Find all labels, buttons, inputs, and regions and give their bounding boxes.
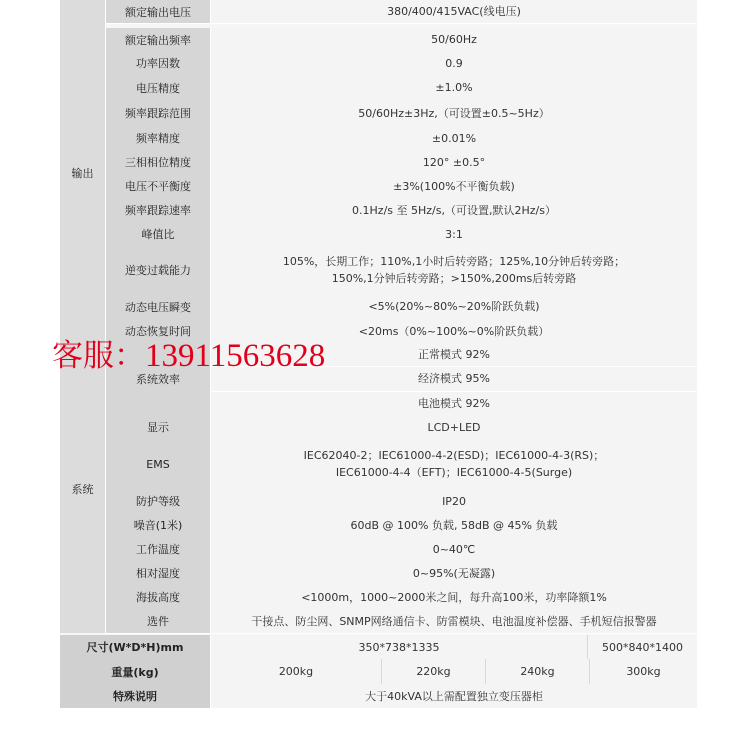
spec-label: 频率跟踪范围	[106, 100, 211, 126]
spec-value: 120° ±0.5°	[211, 150, 697, 174]
spec-label: 防护等级	[106, 489, 211, 513]
spec-label: 功率因数	[106, 51, 211, 75]
weight-row	[60, 659, 697, 685]
spec-value: 240kg	[486, 659, 590, 684]
spec-label: 额定输出频率	[106, 28, 211, 51]
spec-value: 220kg	[382, 659, 486, 684]
spec-label: 额定输出电压	[106, 0, 211, 23]
spec-value: 200kg	[211, 659, 382, 684]
spec-row	[106, 537, 697, 562]
spec-value: 大于40kVA以上需配置独立变压器柜	[211, 684, 697, 708]
customer-service-watermark	[52, 330, 325, 375]
category-output: 输出	[60, 0, 106, 345]
spec-row	[106, 126, 697, 151]
spec-value: 0.1Hz/s 至 5Hz/s,（可设置,默认2Hz/s）	[211, 198, 697, 222]
spec-label: 特殊说明	[60, 684, 211, 708]
size-row	[60, 635, 697, 660]
watermark-phone: 13911563628	[145, 338, 326, 374]
spec-label: 系统效率	[106, 343, 211, 415]
spec-row	[106, 100, 697, 127]
spec-label: 海拔高度	[106, 585, 211, 609]
spec-value: 0.9	[211, 51, 697, 75]
spec-value: LCD+LED	[211, 415, 697, 439]
spec-row	[106, 246, 697, 295]
spec-label: 频率精度	[106, 126, 211, 150]
spec-label: EMS	[106, 439, 211, 489]
spec-label: 显示	[106, 415, 211, 439]
spec-value: 500*840*1400	[588, 635, 697, 659]
spec-row	[106, 489, 697, 514]
spec-value-line: 105%，长期工作；110%,1小时后转旁路；125%,10分钟后转旁路；	[282, 255, 626, 268]
spec-value: 50/60Hz	[211, 28, 697, 51]
note-row	[60, 684, 697, 709]
spec-label: 电压精度	[106, 75, 211, 100]
spec-label: 重量(kg)	[60, 659, 211, 684]
spec-value: 350*738*1335	[211, 635, 588, 659]
spec-row	[106, 561, 697, 586]
spec-value: IP20	[211, 489, 697, 513]
spec-value: <1000m，1000~2000米之间，每升高100米，功率降额1%	[211, 585, 697, 609]
spec-label: 噪音(1米)	[106, 513, 211, 537]
spec-value-line: IEC61000-4-4（EFT)；IEC61000-4-5(Surge)	[335, 466, 573, 479]
spec-value	[211, 246, 697, 294]
spec-value: 干接点、防尘网、SNMP网络通信卡、防雷模块、电池温度补偿器、手机短信报警器	[211, 609, 697, 633]
spec-value: 电池模式 92%	[211, 392, 697, 415]
spec-label: 动态恢复时间	[106, 319, 211, 343]
spec-label: 峰值比	[106, 222, 211, 246]
spec-value: 3:1	[211, 222, 697, 246]
spec-label: 工作温度	[106, 537, 211, 561]
spec-row	[106, 75, 697, 101]
spec-row	[106, 28, 697, 52]
spec-row	[106, 439, 697, 490]
spec-label: 逆变过载能力	[106, 246, 211, 294]
spec-row	[106, 609, 697, 634]
spec-row	[106, 150, 697, 175]
spec-label: 动态电压瞬变	[106, 294, 211, 319]
spec-label: 频率跟踪速率	[106, 198, 211, 222]
spec-label: 电压不平衡度	[106, 174, 211, 198]
spec-value	[211, 439, 697, 489]
spec-value-line: 150%,1分钟后转旁路；>150%,200ms后转旁路	[331, 272, 577, 285]
spec-value: 0~95%(无凝露)	[211, 561, 697, 585]
spec-value: 380/400/415VAC(线电压)	[211, 0, 697, 23]
spec-label: 相对湿度	[106, 561, 211, 585]
spec-value: <5%(20%~80%~20%阶跃负载)	[211, 294, 697, 319]
spec-row	[106, 294, 697, 320]
spec-value: 60dB @ 100% 负载, 58dB @ 45% 负载	[211, 513, 697, 537]
spec-value: 300kg	[590, 659, 697, 684]
spec-label: 选件	[106, 609, 211, 633]
spec-row	[106, 51, 697, 76]
spec-row	[106, 415, 697, 440]
spec-value: <20ms（0%~100%~0%阶跃负载）	[211, 319, 697, 343]
spec-value: 50/60Hz±3Hz,（可设置±0.5~5Hz）	[211, 100, 697, 126]
spec-value: ±3%(100%不平衡负载)	[211, 174, 697, 198]
spec-row	[106, 0, 697, 24]
spec-row	[106, 174, 697, 199]
spec-label: 三相相位精度	[106, 150, 211, 174]
spec-value: ±0.01%	[211, 126, 697, 150]
spec-row	[106, 513, 697, 538]
spec-value: 正常模式 92%	[211, 343, 697, 367]
spec-row	[106, 585, 697, 610]
spec-value: 经济模式 95%	[211, 367, 697, 391]
watermark-prefix: 客服：	[52, 338, 145, 374]
spec-label: 尺寸(W*D*H)mm	[60, 635, 211, 659]
spec-row	[106, 198, 697, 223]
spec-row	[106, 222, 697, 247]
spec-value-line: IEC62040-2；IEC61000-4-2(ESD)；IEC61000-4-3(RS)；	[303, 449, 605, 462]
spec-value: 0~40℃	[211, 537, 697, 561]
category-system: 系统	[60, 345, 106, 633]
spec-value: ±1.0%	[211, 75, 697, 100]
